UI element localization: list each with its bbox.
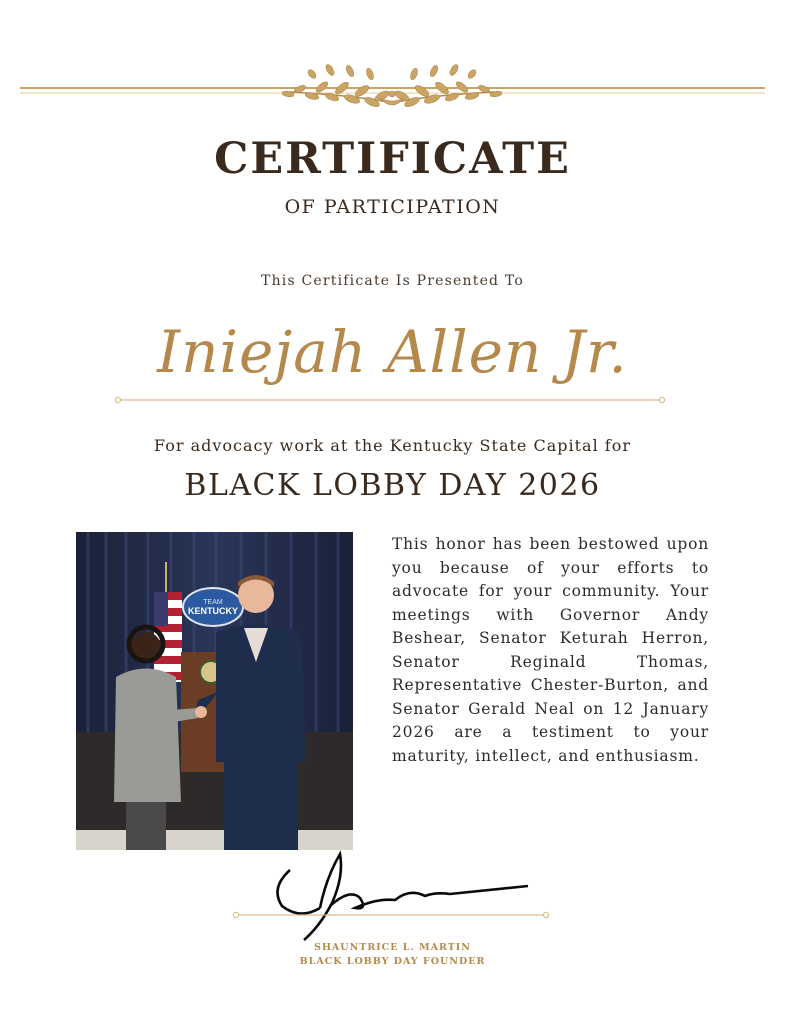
podium-sign-line2: KENTUCKY [187,606,239,616]
laurel-icon [282,63,503,108]
event-name: BLACK LOBBY DAY 2026 [184,468,601,503]
certificate-subtitle: OF PARTICIPATION [284,196,501,218]
signature-image [260,848,540,944]
photo-illustration [76,532,353,850]
signer-name: SHAUNTRICE L. MARTIN [314,942,471,953]
top-border-ornament [0,58,785,114]
podium-sign-line1: TEAM [203,599,223,606]
certificate-title: CERTIFICATE [214,134,571,184]
event-photo [76,532,353,850]
signature-line [230,909,552,921]
presented-to-label: This Certificate Is Presented To [261,273,524,289]
honor-description: This honor has been bestowed upon you because of your efforts to advocate for your community. Your meetings with Governor Andy Beshear, Senator Keturah Herron, Senator Reginald Thomas, Representative Chester-Burton, and Senator Gerald Neal on 12 January 2026 are a testiment to your maturity, intellect, and enthusiasm. [392,535,709,765]
name-underline [112,394,668,406]
signer-title: BLACK LOBBY DAY FOUNDER [299,956,486,967]
recipient-name: Iniejah Allen Jr. [157,318,628,386]
advocacy-line: For advocacy work at the Kentucky State Capital for [154,436,631,455]
